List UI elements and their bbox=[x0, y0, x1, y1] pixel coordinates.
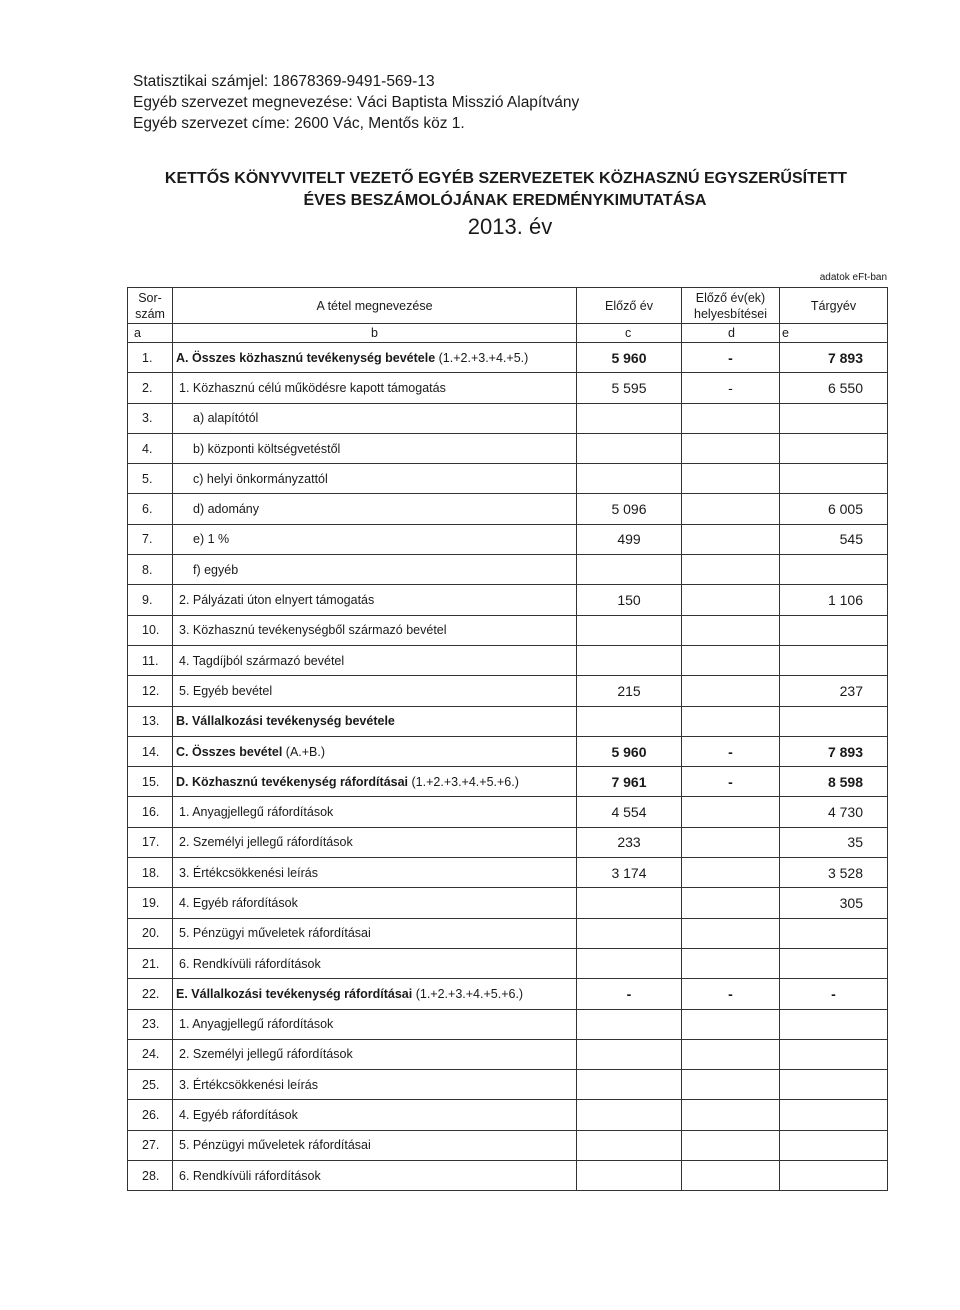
row-label bbox=[173, 736, 577, 766]
correction-value bbox=[682, 1039, 780, 1069]
table-row bbox=[128, 797, 888, 827]
row-number: 5. bbox=[128, 464, 173, 494]
row-label-text: 4. Egyéb ráfordítások bbox=[179, 895, 298, 910]
prev-year-value bbox=[577, 1130, 682, 1160]
table-row bbox=[128, 767, 888, 797]
row-label bbox=[173, 918, 577, 948]
prev-year-value bbox=[577, 948, 682, 978]
org-address-value: 2600 Vác, Mentős köz 1. bbox=[294, 115, 465, 132]
correction-value bbox=[682, 858, 780, 888]
org-address-line bbox=[133, 114, 579, 135]
row-label bbox=[173, 373, 577, 403]
stat-value: 18678369-9491-569-13 bbox=[272, 73, 435, 90]
table-header-row bbox=[128, 288, 888, 324]
row-label bbox=[173, 1161, 577, 1191]
table-row bbox=[128, 736, 888, 766]
current-year-value bbox=[780, 706, 888, 736]
row-label-text: 3. Közhasznú tevékenységből származó bevétel bbox=[179, 623, 447, 638]
table-row bbox=[128, 827, 888, 857]
row-label-text: 6. Rendkívüli ráfordítások bbox=[179, 1168, 321, 1183]
letter-c: c bbox=[577, 324, 682, 343]
current-year-value: 6 550 bbox=[780, 373, 888, 403]
prev-year-value bbox=[577, 918, 682, 948]
row-label-text: e) 1 % bbox=[193, 532, 230, 547]
correction-value bbox=[682, 1130, 780, 1160]
row-number: 2. bbox=[128, 373, 173, 403]
row-label-text: a) alapítótól bbox=[193, 411, 259, 426]
row-label-text: f) egyéb bbox=[193, 562, 239, 577]
correction-value bbox=[682, 1161, 780, 1191]
row-number: 25. bbox=[128, 1070, 173, 1100]
row-label-text: E. Vállalkozási tevékenység ráfordításai bbox=[176, 986, 413, 1001]
table-row bbox=[128, 494, 888, 524]
org-name-label: Egyéb szervezet megnevezése: bbox=[133, 94, 353, 111]
row-label-text: c) helyi önkormányzattól bbox=[193, 471, 328, 486]
row-number: 16. bbox=[128, 797, 173, 827]
row-label-text: 5. Pénzügyi műveletek ráfordításai bbox=[179, 926, 371, 941]
row-label bbox=[173, 979, 577, 1009]
prev-year-value: 5 096 bbox=[577, 494, 682, 524]
stat-label: Statisztikai számjel: bbox=[133, 73, 269, 90]
row-label bbox=[173, 827, 577, 857]
row-label-text: 2. Pályázati úton elnyert támogatás bbox=[179, 593, 375, 608]
correction-value bbox=[682, 524, 780, 554]
report-title-line1: KETTŐS KÖNYVVITELT VEZETŐ EGYÉB SZERVEZETEK KÖZHASZNÚ EGYSZERŰSÍTETT bbox=[164, 170, 848, 187]
row-label bbox=[173, 948, 577, 978]
col-header-sorszam: Sor- szám bbox=[128, 288, 173, 324]
correction-value: - bbox=[682, 373, 780, 403]
prev-year-value bbox=[577, 1100, 682, 1130]
row-label bbox=[173, 494, 577, 524]
row-label bbox=[173, 433, 577, 463]
row-label bbox=[173, 797, 577, 827]
current-year-value bbox=[780, 555, 888, 585]
row-number: 11. bbox=[128, 645, 173, 675]
prev-year-value: 215 bbox=[577, 676, 682, 706]
row-label-formula: (1.+2.+3.+4.+5.+6.) bbox=[408, 774, 519, 789]
row-label-text: 4. Tagdíjból származó bevétel bbox=[179, 653, 345, 668]
current-year-value: 4 730 bbox=[780, 797, 888, 827]
table-row bbox=[128, 676, 888, 706]
col-header-megnevezes: A tétel megnevezése bbox=[173, 288, 577, 324]
row-label-text: b) központi költségvetéstől bbox=[193, 441, 341, 456]
report-year: 2013. év bbox=[467, 214, 553, 239]
row-label bbox=[173, 555, 577, 585]
current-year-value: 35 bbox=[780, 827, 888, 857]
row-number: 26. bbox=[128, 1100, 173, 1130]
prev-year-value: 5 595 bbox=[577, 373, 682, 403]
row-number: 14. bbox=[128, 736, 173, 766]
org-name-value: Váci Baptista Misszió Alapítvány bbox=[357, 94, 580, 111]
table-row bbox=[128, 373, 888, 403]
table-row bbox=[128, 1009, 888, 1039]
table-row bbox=[128, 464, 888, 494]
col-header-targyev: Tárgyév bbox=[780, 288, 888, 324]
row-label bbox=[173, 524, 577, 554]
row-number: 10. bbox=[128, 615, 173, 645]
prev-year-value bbox=[577, 555, 682, 585]
prev-year-value: 499 bbox=[577, 524, 682, 554]
row-label-text: 3. Értékcsökkenési leírás bbox=[179, 1077, 318, 1092]
table-row bbox=[128, 1070, 888, 1100]
row-label-text: 6. Rendkívüli ráfordítások bbox=[179, 956, 321, 971]
correction-value bbox=[682, 1009, 780, 1039]
prev-year-value bbox=[577, 1070, 682, 1100]
current-year-value: 1 106 bbox=[780, 585, 888, 615]
prev-year-value: 4 554 bbox=[577, 797, 682, 827]
current-year-value bbox=[780, 645, 888, 675]
correction-value bbox=[682, 464, 780, 494]
current-year-value bbox=[780, 403, 888, 433]
row-number: 12. bbox=[128, 676, 173, 706]
prev-year-value: - bbox=[577, 979, 682, 1009]
prev-year-value bbox=[577, 645, 682, 675]
prev-year-value bbox=[577, 403, 682, 433]
row-label-formula: (A.+B.) bbox=[282, 744, 326, 759]
row-label-text: 1. Közhasznú célú működésre kapott támogatás bbox=[179, 380, 446, 395]
row-number: 18. bbox=[128, 858, 173, 888]
correction-value bbox=[682, 645, 780, 675]
current-year-value: 6 005 bbox=[780, 494, 888, 524]
row-number: 6. bbox=[128, 494, 173, 524]
prev-year-value: 7 961 bbox=[577, 767, 682, 797]
prev-year-value: 5 960 bbox=[577, 736, 682, 766]
table-row bbox=[128, 948, 888, 978]
table-row bbox=[128, 403, 888, 433]
row-number: 20. bbox=[128, 918, 173, 948]
letter-d: d bbox=[682, 324, 780, 343]
row-number: 13. bbox=[128, 706, 173, 736]
row-label-text: D. Közhasznú tevékenység ráfordításai bbox=[176, 774, 409, 789]
row-number: 3. bbox=[128, 403, 173, 433]
row-label bbox=[173, 615, 577, 645]
correction-value: - bbox=[682, 979, 780, 1009]
row-number: 7. bbox=[128, 524, 173, 554]
row-label bbox=[173, 858, 577, 888]
current-year-value bbox=[780, 918, 888, 948]
col-header-elozo: Előző év bbox=[577, 288, 682, 324]
prev-year-value: 150 bbox=[577, 585, 682, 615]
table-row bbox=[128, 615, 888, 645]
table-row bbox=[128, 555, 888, 585]
correction-value bbox=[682, 706, 780, 736]
prev-year-value: 3 174 bbox=[577, 858, 682, 888]
current-year-value bbox=[780, 1130, 888, 1160]
table-row bbox=[128, 858, 888, 888]
table-row bbox=[128, 1039, 888, 1069]
correction-value bbox=[682, 1070, 780, 1100]
row-number: 27. bbox=[128, 1130, 173, 1160]
row-label-text: 1. Anyagjellegű ráfordítások bbox=[179, 1017, 334, 1032]
row-label bbox=[173, 1039, 577, 1069]
row-label bbox=[173, 585, 577, 615]
table-row bbox=[128, 706, 888, 736]
correction-value bbox=[682, 555, 780, 585]
row-number: 1. bbox=[128, 343, 173, 373]
row-number: 8. bbox=[128, 555, 173, 585]
correction-value: - bbox=[682, 767, 780, 797]
row-label-text: 5. Egyéb bevétel bbox=[179, 683, 273, 698]
stat-number-line bbox=[133, 72, 579, 93]
row-number: 4. bbox=[128, 433, 173, 463]
current-year-value: 7 893 bbox=[780, 343, 888, 373]
current-year-value bbox=[780, 1009, 888, 1039]
current-year-value bbox=[780, 1070, 888, 1100]
current-year-value: 3 528 bbox=[780, 858, 888, 888]
table-row bbox=[128, 585, 888, 615]
correction-value bbox=[682, 1100, 780, 1130]
row-number: 22. bbox=[128, 979, 173, 1009]
correction-value bbox=[682, 494, 780, 524]
report-title-line2: ÉVES BESZÁMOLÓJÁNAK EREDMÉNYKIMUTATÁSA bbox=[303, 192, 707, 209]
table-row bbox=[128, 1161, 888, 1191]
prev-year-value bbox=[577, 1039, 682, 1069]
prev-year-value bbox=[577, 615, 682, 645]
table-row bbox=[128, 645, 888, 675]
table-row bbox=[128, 1100, 888, 1130]
correction-value: - bbox=[682, 736, 780, 766]
correction-value bbox=[682, 433, 780, 463]
current-year-value bbox=[780, 1039, 888, 1069]
current-year-value: 237 bbox=[780, 676, 888, 706]
current-year-value: 545 bbox=[780, 524, 888, 554]
row-label bbox=[173, 645, 577, 675]
correction-value bbox=[682, 403, 780, 433]
current-year-value: 305 bbox=[780, 888, 888, 918]
col-header-helyesbites: Előző év(ek) helyesbítései bbox=[682, 288, 780, 324]
row-number: 21. bbox=[128, 948, 173, 978]
table-row bbox=[128, 343, 888, 373]
table-row bbox=[128, 433, 888, 463]
row-label bbox=[173, 403, 577, 433]
row-label bbox=[173, 1070, 577, 1100]
row-label bbox=[173, 888, 577, 918]
letter-e: e bbox=[780, 324, 888, 343]
row-number: 24. bbox=[128, 1039, 173, 1069]
prev-year-value: 233 bbox=[577, 827, 682, 857]
row-number: 15. bbox=[128, 767, 173, 797]
correction-value: - bbox=[682, 343, 780, 373]
table-row bbox=[128, 918, 888, 948]
current-year-value bbox=[780, 1100, 888, 1130]
org-header bbox=[133, 72, 579, 135]
table-row bbox=[128, 888, 888, 918]
row-number: 19. bbox=[128, 888, 173, 918]
prev-year-value bbox=[577, 888, 682, 918]
row-number: 17. bbox=[128, 827, 173, 857]
org-name-line bbox=[133, 93, 579, 114]
row-label bbox=[173, 464, 577, 494]
current-year-value bbox=[780, 615, 888, 645]
letter-b: b bbox=[173, 324, 577, 343]
row-label-formula: (1.+2.+3.+4.+5.) bbox=[435, 350, 529, 365]
current-year-value bbox=[780, 433, 888, 463]
row-label bbox=[173, 1009, 577, 1039]
row-label-text: d) adomány bbox=[193, 502, 260, 517]
row-label bbox=[173, 343, 577, 373]
correction-value bbox=[682, 676, 780, 706]
table-row bbox=[128, 524, 888, 554]
prev-year-value bbox=[577, 464, 682, 494]
prev-year-value bbox=[577, 1161, 682, 1191]
row-label-text: 2. Személyi jellegű ráfordítások bbox=[179, 1047, 353, 1062]
row-label-text: A. Összes közhasznú tevékenység bevétele bbox=[176, 350, 436, 365]
unit-note: adatok eFt-ban bbox=[819, 272, 887, 283]
row-label bbox=[173, 1100, 577, 1130]
prev-year-value: 5 960 bbox=[577, 343, 682, 373]
row-label-text: C. Összes bevétel bbox=[176, 744, 283, 759]
correction-value bbox=[682, 615, 780, 645]
table-row bbox=[128, 1130, 888, 1160]
row-number: 23. bbox=[128, 1009, 173, 1039]
org-address-label: Egyéb szervezet címe: bbox=[133, 115, 290, 132]
row-label-text: 2. Személyi jellegű ráfordítások bbox=[179, 835, 353, 850]
row-label-text: 5. Pénzügyi műveletek ráfordításai bbox=[179, 1138, 371, 1153]
current-year-value bbox=[780, 464, 888, 494]
current-year-value: 8 598 bbox=[780, 767, 888, 797]
correction-value bbox=[682, 918, 780, 948]
row-label bbox=[173, 767, 577, 797]
row-label-text: 1. Anyagjellegű ráfordítások bbox=[179, 805, 334, 820]
letter-a: a bbox=[128, 324, 173, 343]
correction-value bbox=[682, 797, 780, 827]
row-label bbox=[173, 676, 577, 706]
row-number: 28. bbox=[128, 1161, 173, 1191]
current-year-value bbox=[780, 948, 888, 978]
table-row bbox=[128, 979, 888, 1009]
correction-value bbox=[682, 948, 780, 978]
correction-value bbox=[682, 827, 780, 857]
current-year-value bbox=[780, 1161, 888, 1191]
prev-year-value bbox=[577, 706, 682, 736]
prev-year-value bbox=[577, 1009, 682, 1039]
row-label bbox=[173, 1130, 577, 1160]
row-label-text: 3. Értékcsökkenési leírás bbox=[179, 865, 318, 880]
row-label-formula: (1.+2.+3.+4.+5.+6.) bbox=[412, 986, 524, 1001]
row-label bbox=[173, 706, 577, 736]
row-label-text: B. Vállalkozási tevékenység bevétele bbox=[176, 714, 395, 729]
correction-value bbox=[682, 585, 780, 615]
current-year-value: - bbox=[780, 979, 888, 1009]
current-year-value: 7 893 bbox=[780, 736, 888, 766]
correction-value bbox=[682, 888, 780, 918]
table-letter-row bbox=[128, 324, 888, 343]
row-number: 9. bbox=[128, 585, 173, 615]
income-statement-table bbox=[127, 287, 888, 1191]
prev-year-value bbox=[577, 433, 682, 463]
row-label-text: 4. Egyéb ráfordítások bbox=[179, 1108, 298, 1123]
